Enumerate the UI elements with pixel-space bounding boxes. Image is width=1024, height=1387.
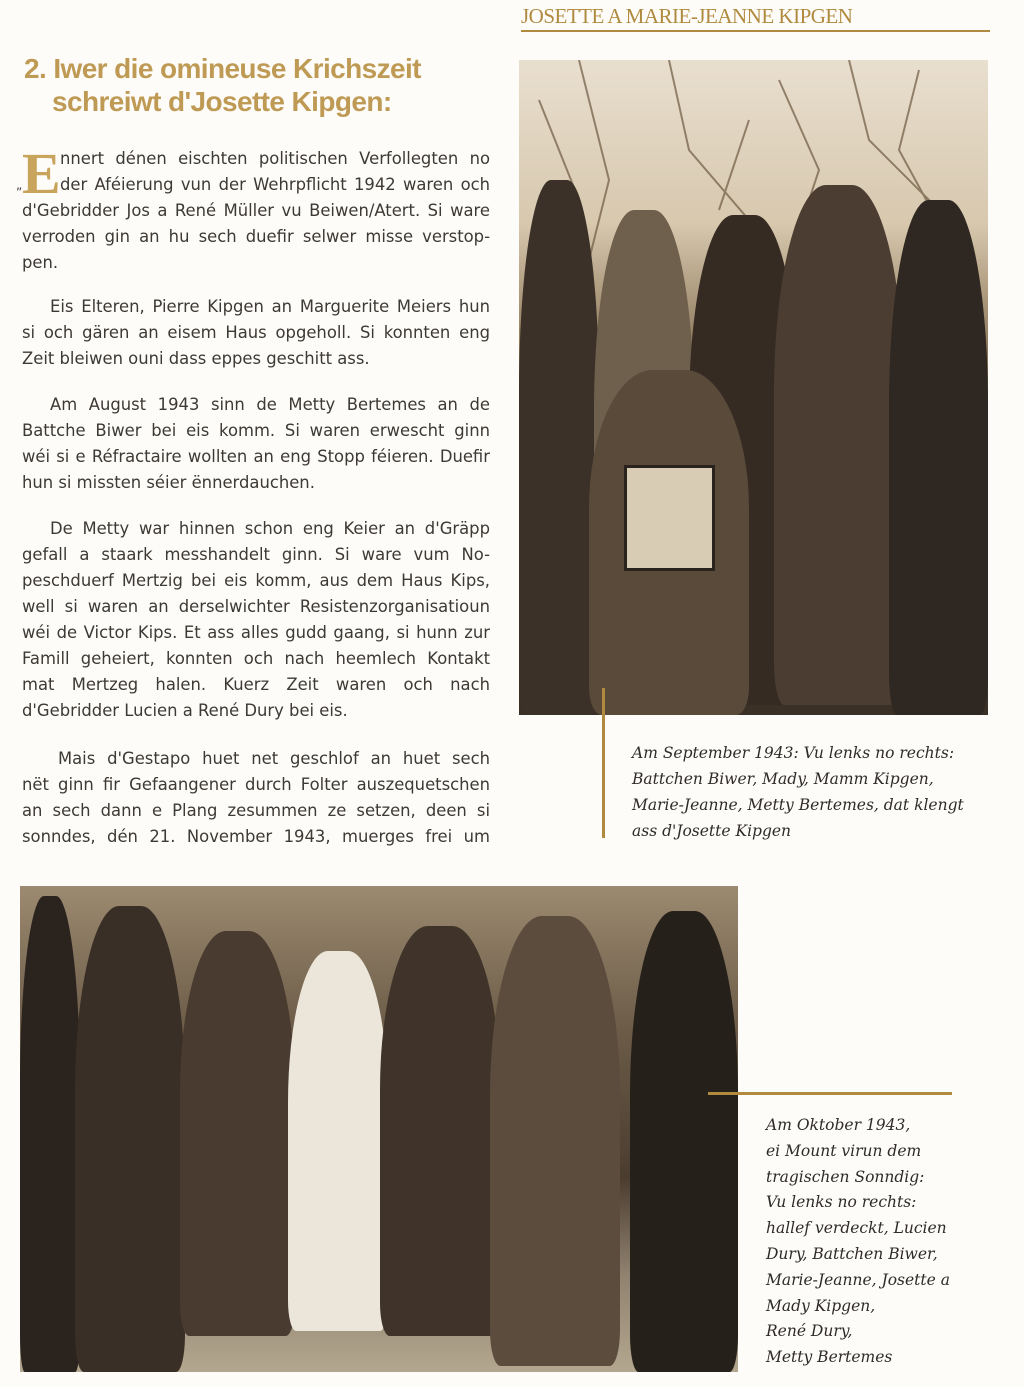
paragraph-3 <box>22 392 490 496</box>
article-body <box>16 141 490 868</box>
section-title-line2: schreiwt d'Josette Kipgen: <box>52 86 392 117</box>
photo-caption-2 <box>766 1113 1016 1371</box>
caption-rule <box>708 1092 952 1095</box>
caption-line: Battchen Biwer, Mady, Mamm Kipgen, <box>632 770 934 788</box>
paragraph-2 <box>22 294 490 372</box>
text-line: Eis Elteren, Pierre Kipgen an Marguerite Meiers hun <box>50 297 490 316</box>
caption-line: hallef verdeckt, Lucien <box>766 1219 947 1238</box>
photo-caption-1 <box>632 740 992 844</box>
text-line: wéi si e Réfractaire wollten an eng Stopp féieren. Duefir <box>22 447 490 466</box>
text-line: hun si missten séier ënnerdauchen. <box>22 473 315 492</box>
caption-line: Dury, Battchen Biwer, <box>766 1244 938 1263</box>
caption-line: Am September 1943: Vu lenks no rechts: <box>632 744 955 762</box>
text-line: an sech dann e Plang zesummen ze setzen, deen si <box>22 801 490 820</box>
text-line: sonndes, dén 21. November 1943, muerges frei um <box>22 827 490 846</box>
text-line: mat Mertzeg halen. Kuerz Zeit waren och nach <box>22 675 490 694</box>
text-line: wéi de Victor Kips. Et ass alles gudd gaang, si hunn zur <box>22 623 490 642</box>
text-line: peschduerf Mertzig bei eis komm, aus dem Haus Kips, <box>22 571 490 590</box>
text-line: der Aféierung vun der Wehrpflicht 1942 waren och <box>60 175 490 194</box>
caption-line: Am Oktober 1943, <box>766 1116 911 1134</box>
text-line: nët ginn fir Gefaangener durch Folter auszequetschen <box>22 775 490 794</box>
text-line: Battche Biwer bei eis komm. Si waren erwescht ginn <box>22 421 490 440</box>
text-line: Famill geheiert, konnten och nach heemlech Kontakt <box>22 649 490 668</box>
section-title-line1: 2. Iwer die omineuse Krichszeit <box>24 53 421 84</box>
text-line: gefall a staark messhandelt ginn. Si ware vum No- <box>22 545 490 564</box>
caption-line: Vu lenks no rechts: <box>766 1193 917 1212</box>
text-line: De Metty war hinnen schon eng Keier an d'Gräpp <box>50 519 490 538</box>
photo-september-1943 <box>519 60 988 715</box>
quote-mark: „ <box>16 178 23 192</box>
paragraph-1 <box>16 141 490 276</box>
text-line: d'Gebridder Lucien a René Dury bei eis. <box>22 701 348 720</box>
text-line: Mais d'Gestapo huet net geschlof an huet sech <box>58 749 490 768</box>
caption-line: ass d'Josette Kipgen <box>632 822 792 840</box>
text-line: d'Gebridder Jos a René Müller vu Beiwen/Atert. Si ware <box>22 201 490 220</box>
text-line: Zeit bleiwen ouni dass eppes geschitt ass. <box>22 349 370 368</box>
paragraph-4 <box>22 516 490 724</box>
caption-line: René Dury, <box>766 1322 853 1341</box>
running-head: JOSETTE A MARIE-JEANNE KIPGEN <box>521 4 990 32</box>
caption-rule <box>602 688 605 838</box>
text-line: well si waren an derselwichter Resistenzorganisatioun <box>22 597 490 616</box>
text-line: si och gären an eisem Haus opgeholl. Si konnten eng <box>22 323 490 342</box>
text-line: verroden gin an hu sech duefir selwer misse verstop- <box>22 227 490 246</box>
text-line: nnert dénen eischten politischen Verfollegten no <box>60 149 490 168</box>
drop-cap: E <box>22 141 61 206</box>
caption-line: ei Mount virun dem <box>766 1141 922 1160</box>
caption-line: Marie-Jeanne, Josette a <box>766 1270 950 1289</box>
caption-line: tragischen Sonndig: <box>766 1167 925 1186</box>
framed-portrait <box>624 465 715 571</box>
caption-line: Mady Kipgen, <box>766 1296 876 1315</box>
caption-line: Marie-Jeanne, Metty Bertemes, dat klengt <box>632 796 964 814</box>
section-title <box>24 52 421 118</box>
paragraph-5 <box>22 746 490 850</box>
text-line: Am August 1943 sinn de Metty Bertemes an de <box>50 395 490 414</box>
photo-october-1943 <box>20 886 738 1372</box>
text-line: pen. <box>22 253 59 272</box>
caption-line: Metty Bertemes <box>766 1348 893 1367</box>
